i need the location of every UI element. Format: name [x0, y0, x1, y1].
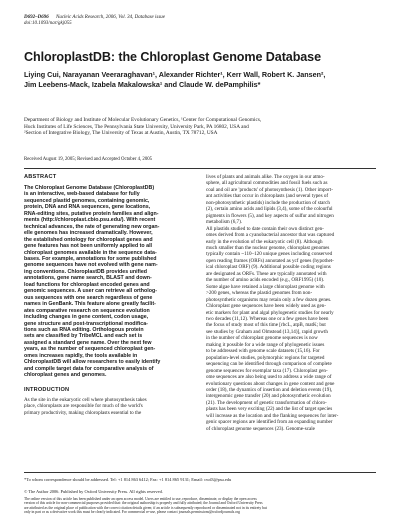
- abstract-line: tions such as RNA editing. Orthologous protein: [24, 326, 144, 333]
- text-line: (2), certain amino acids and lipids (3,4), some of the colourful: [206, 206, 333, 213]
- license-line: The online version of this article has been published under an open access model. Users are entitled to use, reproduce, disseminate, or display the open access: [24, 497, 257, 501]
- text-line: sequencing can be identified through comparison of complete: [206, 361, 332, 368]
- abstract-line: is an interactive, web-based database for fully: [24, 191, 140, 198]
- abstract-line: including changes in gene content, codon usage,: [24, 314, 149, 321]
- doi-reference: doi:10.1093/nar/gkj055: [24, 21, 72, 26]
- abstract-line: sets are classified by TribeMCL and each set is: [24, 333, 143, 340]
- author-line: Liying Cui, Narayanan Veeraraghavan¹, Alexander Richter¹, Kerr Wall, Robert K. Jansen²,: [24, 70, 326, 79]
- text-line: primary productivity, making chloroplasts essential to the: [24, 409, 142, 416]
- abstract-line: genome sequences have not evolved with gene nam-: [24, 262, 158, 269]
- abstract-line: sequenced plastid genomes, containing genomic,: [24, 197, 150, 204]
- author-list: [24, 70, 376, 90]
- text-line: etic markers for plant and algal phylogenetic studies for nearly: [206, 309, 334, 316]
- license-notice: [24, 497, 376, 515]
- text-line: ical chloroplast ORF) (9). Additional possible coding regions: [206, 264, 331, 271]
- affiliation-line: Department of Biology and Institute of Molecular Evolutionary Genetics, ¹Center for Computational Genomics,: [24, 117, 262, 123]
- text-line: plasts has been very exciting (22) and the list of target species: [206, 406, 333, 413]
- introduction-heading: INTRODUCTION: [24, 386, 70, 393]
- abstract-line: load functions for chloroplast encoded genes and: [24, 281, 150, 288]
- text-line: two decades (11,12). Whereas one or a few genes have been: [206, 315, 329, 322]
- text-line: Chloroplast gene sequences have been widely used as gen-: [206, 303, 326, 310]
- abstract-line: genomic sequences. A user can retrieve all ortholog-: [24, 288, 157, 295]
- text-line: photosynthetic organisms may retain only a few dozen genes.: [206, 296, 332, 303]
- text-line: sphere, all agricultural commodities and fossil fuels such as: [206, 180, 328, 187]
- text-line: pigments in flowers (5), and key aspects of sulfur and nitrogen: [206, 212, 334, 219]
- text-line: in the number of chloroplast genome sequences is now: [206, 335, 318, 342]
- copyright-notice: © The Author 2006. Published by Oxford University Press. All rights reserved.: [24, 489, 163, 494]
- abstract-line: ates comparative research on sequence evolution: [24, 307, 150, 314]
- received-dates: Received August 19, 2005; Revised and Accepted October 4, 2005: [24, 157, 153, 162]
- journal-citation: Nucleic Acids Research, 2006, Vol. 34, Database issue: [55, 15, 165, 20]
- text-line: open reading frames (ORFs) annotated as ycf genes (hypothet-: [206, 257, 334, 264]
- text-line: typically contain ~110–120 unique genes including conserved: [206, 251, 333, 258]
- text-line: non-photosynthetic plastids) include the production of starch: [206, 199, 330, 206]
- text-line: see studies by Graham and Olmstead (13,14)], rapid growth: [206, 328, 328, 335]
- text-line: population-level studies, polymorphic regions for targeted: [206, 354, 325, 361]
- text-line: All plastids studied to date contain their own distinct gen-: [206, 225, 324, 232]
- text-line: Some algae have retained a large chloroplast genome with: [206, 283, 325, 290]
- abstract-line: and compile target data for comparative analysis of: [24, 365, 154, 372]
- text-line: early in the evolution of the eukaryotic cell (8). Although: [206, 238, 323, 245]
- introduction-body: [24, 397, 191, 416]
- abstract-line: elle genomes has increased dramatically. However,: [24, 230, 153, 237]
- left-column: [24, 174, 191, 416]
- text-line: making it possible for a wide range of phylogenetic issues: [206, 341, 325, 348]
- abstract-line: ous sequences with one search regardless of gene: [24, 294, 153, 301]
- paper-title: ChloroplastDB: the Chloroplast Genome Database: [24, 50, 321, 64]
- abstract-body: [24, 185, 191, 379]
- author-line: Jim Leebens-Mack, Izabela Makalowska¹ and Claude W. dePamphilis*: [24, 80, 261, 89]
- text-line: will increase as the location and the flanking sequences for inter-: [206, 412, 339, 419]
- running-head: [24, 15, 165, 27]
- abstract-line: chloroplast genomes available in the sequence data-: [24, 249, 157, 256]
- text-line: As the site in the eukaryotic cell where photosynthesis takes: [24, 396, 147, 403]
- page-range: D692–D696: [24, 15, 49, 20]
- text-line: metabolism (6,7).: [206, 219, 243, 226]
- license-line: are attributed as the original place of publication with the correct citation details given; if an article is subsequently reproduced or disseminated not in its entirety but: [24, 505, 267, 510]
- affiliation-line: Huck Institutes of Life Sciences, The Pennsylvania State University, University Park, PA 16802, USA and: [24, 123, 249, 130]
- abstract-line: ChloroplastDB will allow researchers to easily identify: [24, 359, 161, 366]
- text-line: order (18), the dynamics of insertion and deletion events (19),: [206, 386, 333, 393]
- abstract-line: annotations, gene name search, BLAST and down-: [24, 275, 152, 282]
- abstract-line: assigned a standard gene name. Over the next few: [24, 339, 152, 346]
- text-line: to be addressed with genome scale datasets (15,16). For: [206, 348, 320, 355]
- abstract-line: omes increases rapidly, the tools available in: [24, 352, 138, 359]
- text-line: genic spacer regions are identified from an expanding number: [206, 419, 333, 426]
- affiliations: [24, 117, 376, 137]
- text-line: >200 genes, whereas the plastid genomes from non-: [206, 290, 313, 297]
- text-line: are designated as ORFs. These are typically annotated with: [206, 270, 327, 277]
- footnote-line: *To whom correspondence should be addressed. Tel: +1 814 863 6412; Fax: +1 814 865 9131; Email: cwd3@psu.edu: [24, 477, 232, 482]
- abstract-line: the established ontology for chloroplast genes and: [24, 236, 153, 243]
- abstract-line: bases. For example, annotations for some published: [24, 255, 157, 262]
- right-column: [206, 174, 376, 432]
- abstract-line: ments (http://chloroplast.cbio.psu.edu/). With recent: [24, 217, 156, 224]
- abstract-line: gene structure and post-transcriptional modifica-: [24, 320, 148, 327]
- text-line: place, chloroplasts are responsible for much of the world's: [24, 403, 143, 410]
- text-line: ant activities that occur in chloroplasts (and several types of: [206, 193, 329, 200]
- text-line: the focus of study most of this time [rbcL, atpB, matK; but: [206, 322, 326, 329]
- text-line: lives of plants and animals alike. The oxygen in our atmo-: [206, 174, 325, 180]
- text-line: much smaller than the nuclear genome, chloroplast genomes: [206, 244, 330, 251]
- footer-divider: [24, 472, 376, 473]
- introduction-continued: [206, 174, 376, 432]
- text-line: ome sequences are also being used to address a wide range of: [206, 374, 332, 381]
- text-line: intergenomic gene transfer (20) and photosynthetic evolution: [206, 393, 331, 400]
- text-line: omes derived from a cyanobacterial ancestor that was captured: [206, 232, 335, 239]
- text-line: coal and oil are 'products' of photosynthesis (1). Other import-: [206, 186, 333, 193]
- abstract-line: names in GenBank. This feature alone greatly facilit-: [24, 301, 156, 308]
- correspondence-footnote: [24, 477, 376, 482]
- text-line: of chloroplast genome sequences (23). Genome-scale: [206, 425, 315, 432]
- abstract-line: gene features has not been uniformly applied to all: [24, 243, 153, 250]
- header-divider: [24, 168, 376, 169]
- abstract-line: protein, DNA and RNA sequences, gene locations,: [24, 204, 151, 211]
- affiliation-line: ²Section of Integrative Biology, The University of Texas at Austin, Austin, TX 78712, USA: [24, 130, 218, 137]
- text-line: genome sequences for exemplar taxa (17). Chloroplast gen-: [206, 367, 328, 374]
- abstract-line: ing conventions. ChloroplastDB provides unified: [24, 268, 148, 275]
- abstract-line: chloroplast genes and genomes.: [24, 372, 107, 379]
- text-line: (21). The development of genetic transformation of chloro-: [206, 399, 327, 406]
- abstract-line: RNA-editing sites, putative protein families and align-: [24, 210, 159, 217]
- text-line: the number of amino acids encoded (e.g., ORF1995) (10).: [206, 277, 325, 284]
- abstract-heading: ABSTRACT: [24, 174, 57, 180]
- abstract-line: technical advances, the rate of generating new organ-: [24, 223, 160, 230]
- license-line: only in part or as a derivative work this must be clearly indicated. For commercial re-use, please contact journals.permissions@oxfordjournals.org: [24, 510, 240, 515]
- abstract-line: years, as the number of sequenced chloroplast gen-: [24, 346, 156, 353]
- abstract-line: The Chloroplast Genome Database (ChloroplastDB): [24, 185, 155, 191]
- license-line: version of this article for non-commercial purposes provided that: the original authorship is properly and fully attributed; the Journal and Oxford University Press: [24, 501, 263, 506]
- text-line: evolutionary questions about changes in gene content and gene: [206, 380, 335, 387]
